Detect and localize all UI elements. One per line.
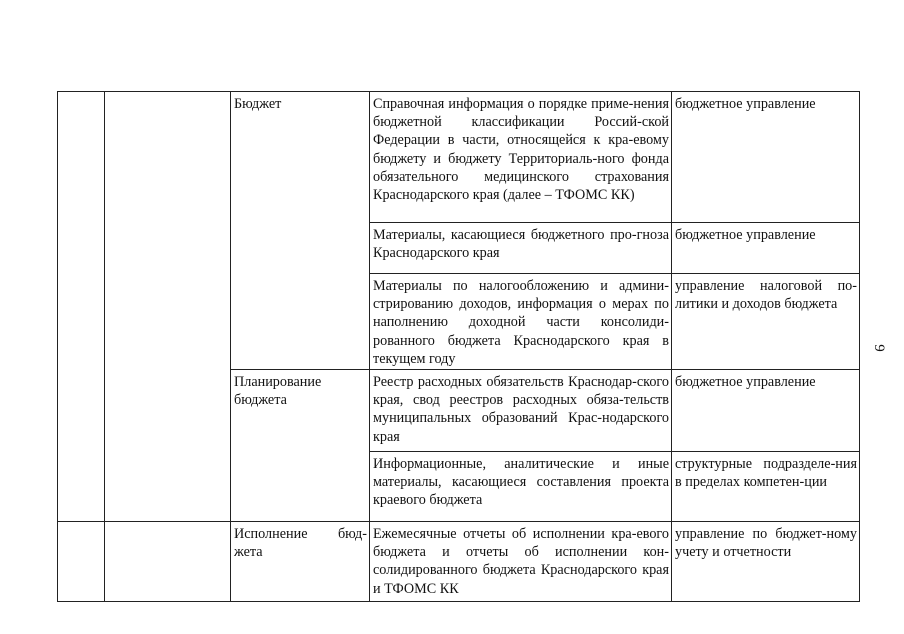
category-cell — [105, 92, 231, 522]
responsible-cell: бюджетное управление — [672, 370, 860, 452]
responsible-cell: бюджетное управление — [672, 223, 860, 274]
responsible-cell: управление налоговой по-литики и доходов бюджета — [672, 274, 860, 370]
data-table — [57, 91, 860, 602]
materials-cell: Информационные, аналитические и иные материалы, касающиеся составления проекта краевого бюджета — [370, 452, 672, 522]
responsible-cell: бюджетное управление — [672, 92, 860, 223]
materials-cell: Материалы, касающиеся бюджетного про-гноза Краснодарского края — [370, 223, 672, 274]
materials-cell: Материалы по налогообложению и админи-стрированию доходов, информация о мерах по наполнению доходной части консолиди-рованного бюджета Краснодарского края в текущем году — [370, 274, 672, 370]
page-number: 9 — [871, 344, 887, 352]
section-cell: Бюджет — [231, 92, 370, 370]
category-cell — [105, 522, 231, 602]
index-cell — [58, 522, 105, 602]
section-cell: Планирование бюджета — [231, 370, 370, 522]
materials-cell: Ежемесячные отчеты об исполнении кра-евого бюджета и отчеты об исполнении кон-солидированного бюджета Краснодарского края и ТФОМС КК — [370, 522, 672, 602]
index-cell — [58, 92, 105, 522]
section-cell: Исполнение бюд-жета — [231, 522, 370, 602]
materials-cell: Реестр расходных обязательств Краснодар-ского края, свод реестров расходных обяза-тельств муниципальных образований Крас-нодарского края — [370, 370, 672, 452]
responsible-cell: структурные подразделе-ния в пределах компетен-ции — [672, 452, 860, 522]
responsible-cell: управление по бюджет-ному учету и отчетности — [672, 522, 860, 602]
materials-cell: Справочная информация о порядке приме-нения бюджетной классификации Россий-ской Федерации в части, относящейся к кра-евому бюджету и бюджету Территориаль-ного фонда обязательного медицинского страхования Краснодарского края (далее – ТФОМС КК) — [370, 92, 672, 223]
table-row — [58, 92, 860, 223]
table-row — [58, 522, 860, 602]
